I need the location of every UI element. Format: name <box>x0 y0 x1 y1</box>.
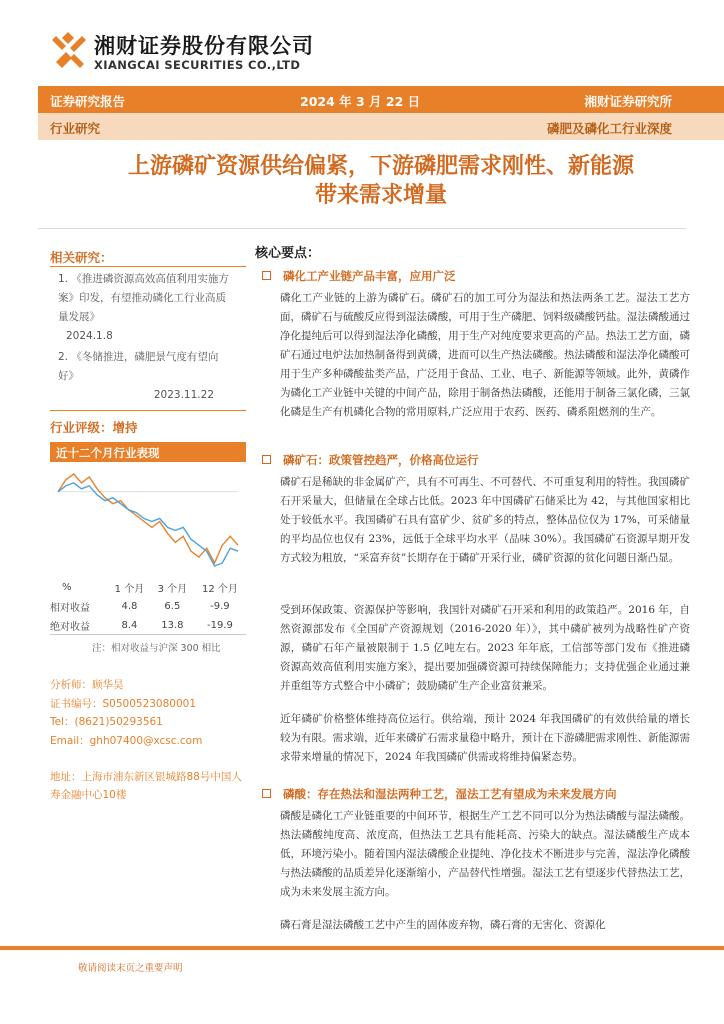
header-bar-secondary <box>38 113 724 140</box>
company-address: 地址：上海市浦东新区银城路88号中国人寿金融中心10楼 <box>50 771 242 801</box>
institute-name: 湘财证券研究所 <box>584 94 672 109</box>
performance-chart <box>50 466 246 574</box>
footer-bar <box>0 946 724 950</box>
rating-divider <box>50 410 246 411</box>
section-paragraph: 近年磷矿价格整体维持高位运行。供给端，预计 2024 年我国磷矿的有效供给量的增长较为有限。需求端，近年来磷矿石需求量稳中略升，预计在下游磷肥需求刚性、新能源需求带来增量的情况下，2024 年我国磷矿供需或将维持偏紧态势。 <box>280 713 690 763</box>
report-type: 证券研究报告 <box>50 94 126 109</box>
page-title <box>38 152 724 210</box>
section-head: 磷矿石：政策管控趋严，价格高位运行 <box>262 452 479 468</box>
core-points-head: 核心要点： <box>255 246 321 261</box>
table-row: 相对收益 4.8 6.5 -9.9 <box>50 601 230 614</box>
section-head: 磷化工产业链产品丰富，应用广泛 <box>262 268 456 284</box>
section-paragraph: 受到环保政策、资源保护等影响，我国针对磷矿石开采和利用的政策趋严。2016 年，自然资源部发布《全国矿产资源规划（2016-2020 年）》，其中磷矿被列为战略性矿产资源，磷矿石年产量被限制于 1.5 亿吨左右。2023 年年底，工信部等部门发布《推进磷资源高效高值利用实施方案》，提出要加强磷资源可持续保障能力；支持优强企业通过兼并重组等方式整合中小磷矿；鼓励磷矿生产企业富贫兼采。 <box>280 604 690 692</box>
related-divider <box>50 266 246 267</box>
performance-head: 近十二个月行业表现 <box>50 442 246 462</box>
table-row: 绝对收益 8.4 13.8 -19.9 <box>50 620 233 633</box>
disclaimer-link[interactable]: 敬请阅读末页之重要声明 <box>78 963 183 974</box>
table-note: 注：相对收益与沪深 300 相比 <box>92 643 221 654</box>
report-subject: 磷肥及磷化工行业深度 <box>546 121 672 136</box>
analyst-cert: 证书编号：S0500523080001 <box>50 697 197 710</box>
analyst-info <box>50 676 246 750</box>
section-paragraph: 磷化工产业链的上游为磷矿石。磷矿石的加工可分为湿法和热法两条工艺。湿法工艺方面，磷矿石与硫酸反应得到湿法磷酸，可用于生产磷肥、饲料级磷酸钙盐。湿法磷酸通过净化提纯后可以得到湿法净化磷酸，用于生产对纯度要求更高的产品。热法工艺方面，磷矿石通过电炉法加热制备得到黄磷，进而可以生产热法磷酸。热法磷酸和湿法净化磷酸可用于生产多种磷酸盐类产品，广泛用于食品、工业、电子、新能源等领域。此外，黄磷作为磷化工产业链中关键的中间产品，除用于制备热法磷酸，还能用于制备三氯化磷，三氯化磷是生产有机磷化合物的常用原料,广泛应用于农药、医药、磷系阻燃剂的生产。 <box>280 292 690 418</box>
company-logo-icon <box>52 30 86 70</box>
performance-table <box>50 578 246 635</box>
analyst-tel: Tel：(8621)50293561 <box>50 716 163 728</box>
title-line-1: 上游磷矿资源供给偏紧，下游磷肥需求刚性、新能源 <box>127 154 634 179</box>
checkbox-bullet-icon <box>262 789 271 798</box>
related-research-head: 相关研究： <box>50 250 113 265</box>
company-name-en: XIANGCAI SECURITIES CO.,LTD <box>94 58 301 72</box>
checkbox-bullet-icon <box>262 271 271 280</box>
checkbox-bullet-icon <box>262 455 271 464</box>
table-divider <box>50 634 246 635</box>
analyst-name: 分析师：顾华昊 <box>50 679 124 691</box>
title-divider <box>38 228 686 229</box>
section-head: 磷酸：存在热法和湿法两种工艺，湿法工艺有望成为未来发展方向 <box>262 786 617 802</box>
analyst-email[interactable]: Email：ghh07400@xcsc.com <box>50 734 203 747</box>
section-paragraph: 磷石膏是湿法磷酸工艺中产生的固体废弃物，磷石膏的无害化、资源化 <box>280 919 606 931</box>
related-research-list <box>58 270 234 407</box>
report-category: 行业研究 <box>50 121 101 136</box>
section-paragraph: 磷酸是磷化工产业链重要的中间环节，根据生产工艺不同可以分为热法磷酸与湿法磷酸。热法磷酸纯度高、浓度高，但热法工艺具有能耗高、污染大的缺点。湿法磷酸生产成本低，环境污染小。随着国内湿法磷酸企业提纯、净化技术不断进步与完善，湿法净化磷酸与热法磷酸的品质差异化逐渐缩小，产品替代性增强。湿法工艺有望逐步代替热法工艺，成为未来发展主流方向。 <box>280 810 690 898</box>
industry-rating: 行业评级：增持 <box>50 420 138 435</box>
report-date: 2024 年 3 月 22 日 <box>300 94 421 109</box>
header-bar-primary <box>38 86 724 113</box>
related-item[interactable]: 2. 《冬储推进，磷肥景气度有望向好》 2023.11.22 <box>58 351 219 401</box>
section-paragraph: 磷矿石是稀缺的非金属矿产，具有不可再生、不可替代、不可重复利用的特性。我国磷矿石开采量大，但储量在全球占比低。2023 年中国磷矿石储采比为 42，与其他国家相比处于较低水平。我国磷矿石具有富矿少、贫矿多的特点，整体品位仅为 17%，可采储量的平均品位也仅有 23%，远低于全球平均水平（品味 30%）。我国磷矿石资源早期开发方式较为粗放，“采富弃贫”长期存在于磷矿开采行业，磷矿资源的贫化问题日渐凸显。 <box>280 476 690 564</box>
title-line-2: 带来需求增量 <box>314 183 447 208</box>
company-name-cn: 湘财证券股份有限公司 <box>94 34 314 58</box>
related-item[interactable]: 1. 《推进磷资源高效高值利用实施方案》印发，有望推动磷化工行业高质量发展》 2024.1.8 <box>58 273 229 342</box>
table-header-row: % 1 个月 3 个月 12 个月 <box>62 582 238 595</box>
